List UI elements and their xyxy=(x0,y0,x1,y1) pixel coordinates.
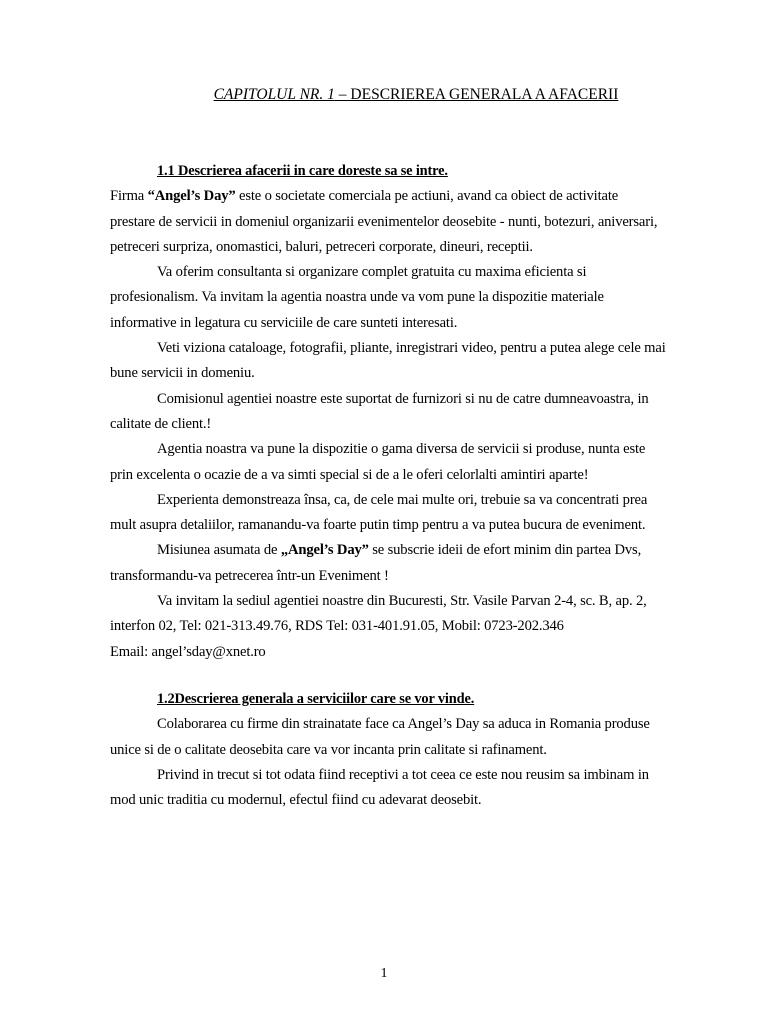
section-1-paragraph-4: Comisionul agentiei noastre este suportat de furnizori si nu de catre dumneavoastra, in calitate de client.! xyxy=(110,390,649,432)
section-2-paragraph-1: Colaborarea cu firme din strainatate face ca Angel’s Day sa aduca in Romania produse unice si de o calitate deosebita care va vor incanta prin calitate si rafinament. xyxy=(110,716,650,758)
paragraph-text: Firma xyxy=(110,188,148,205)
paragraph-text: se subscrie ideii de efort minim din partea Dvs, transformandu-va petrecerea într-un Eveniment ! xyxy=(110,542,642,584)
document-body xyxy=(110,159,666,813)
section-1-heading: 1.1 Descrierea afacerii in care doreste sa se intre. xyxy=(157,163,448,179)
page-number: 1 xyxy=(380,966,388,981)
company-name: „Angel’s Day” xyxy=(280,542,369,559)
chapter-title xyxy=(0,86,768,104)
section-1-paragraph-5: Agentia noastra va pune la dispozitie o gama diversa de servicii si produse, nunta este prin excelenta o ocazie de a va simti special si de a le oferi celorlalti amintiri aparte! xyxy=(110,441,646,483)
contact-email: Email: angel’sday@xnet.ro xyxy=(110,643,266,660)
spacer xyxy=(110,665,666,687)
chapter-title-number: CAPITOLUL NR. 1 xyxy=(213,86,335,103)
section-1-paragraph-1 xyxy=(110,184,666,260)
section-1-paragraph-2: Va oferim consultanta si organizare complet gratuita cu maxima eficienta si profesionalism. Va invitam la agentia noastra unde va vom pune la dispozitie materiale informative in legatura cu serviciile de care sunteti interesati. xyxy=(110,264,604,331)
section-1-paragraph-6: Experienta demonstreaza însa, ca, de cele mai multe ori, trebuie sa va concentrati prea mult asupra detaliilor, ramanandu-va foarte putin timp pentru a va putea bucura de eveniment. xyxy=(110,491,648,534)
company-name: “Angel’s Day” xyxy=(147,188,236,205)
paragraph-text: Misiunea asumata de xyxy=(157,542,281,559)
chapter-title-text: – DESCRIEREA GENERALA A AFACERII xyxy=(334,86,619,103)
section-2-heading: 1.2Descrierea generala a serviciilor care se vor vinde. xyxy=(157,690,475,707)
section-2-paragraph-2: Privind in trecut si tot odata fiind receptivi a tot ceea ce este nou reusim sa imbinam in mod unic traditia cu modernul, efectul fiind cu adevarat deosebit. xyxy=(110,766,649,809)
section-1-paragraph-3: Veti viziona cataloage, fotografii, pliante, inregistrari video, pentru a putea alege cele mai bune servicii in domeniu. xyxy=(110,340,666,382)
paragraph-text: este o societate comerciala pe actiuni, avand ca obiect de activitate prestare de servicii in domeniul organizarii evenimentelor deosebite - nunti, botezuri, aniversari, petreceri surpriza, onomastici, baluri, petreceri corporate, dineuri, receptii. xyxy=(110,188,658,255)
section-1-paragraph-7 xyxy=(110,538,666,589)
section-1-paragraph-8: Va invitam la sediul agentiei noastre din Bucuresti, Str. Vasile Parvan 2-4, sc. B, ap. 2, interfon 02, Tel: 021-313.49.76, RDS Tel: 031-401.91.05, Mobil: 0723-202.346 xyxy=(110,593,647,635)
